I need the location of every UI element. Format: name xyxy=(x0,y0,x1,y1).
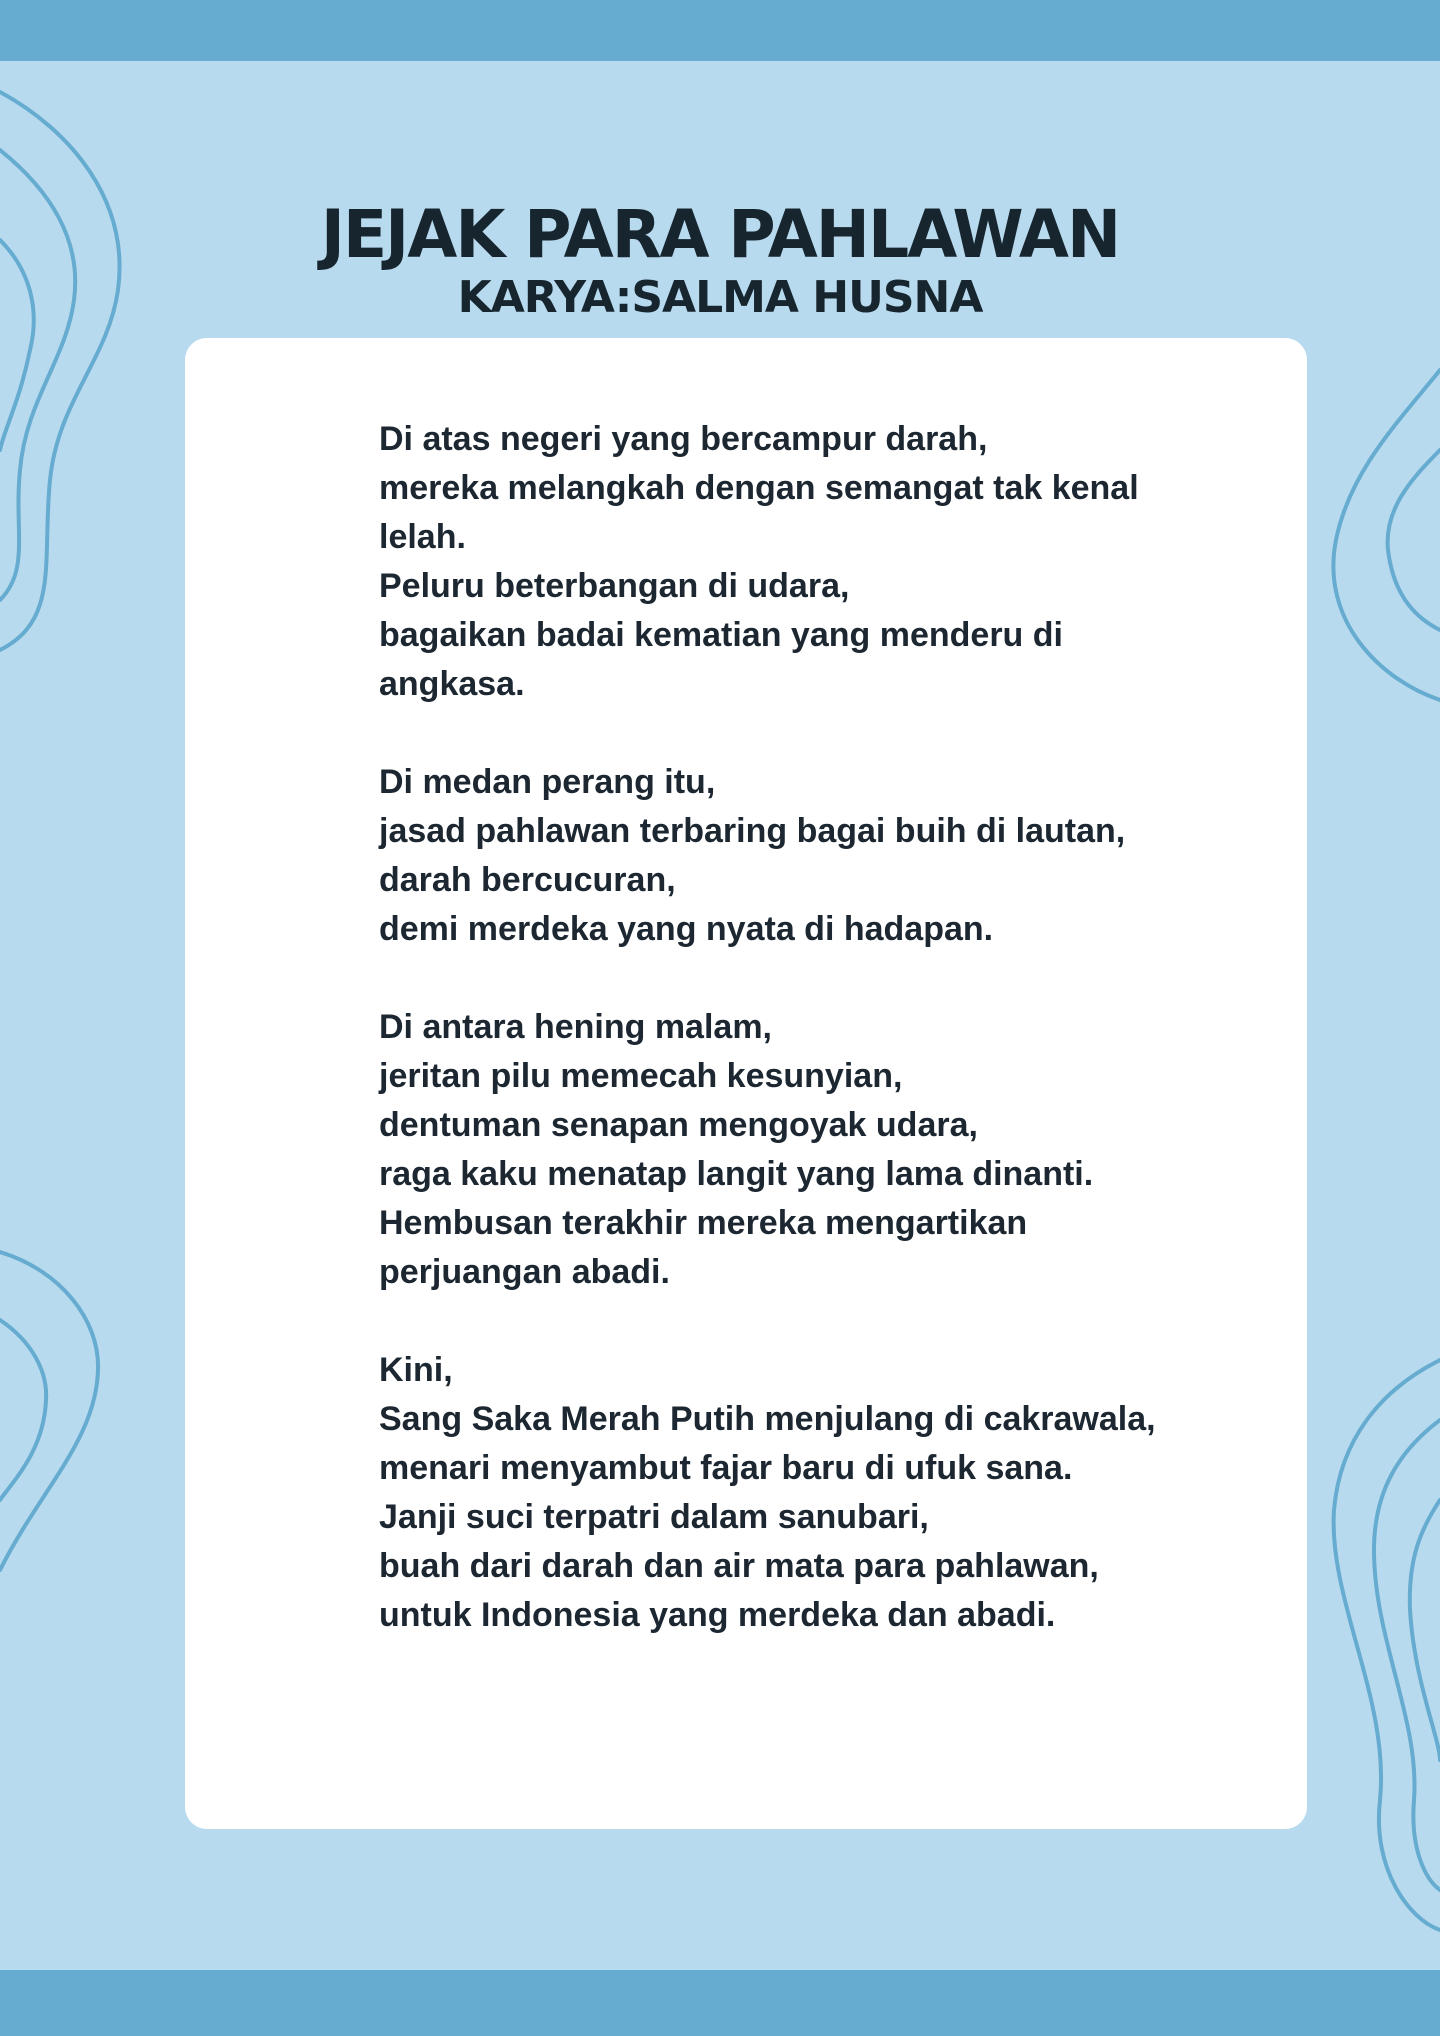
poem-line: raga kaku menatap langit yang lama dinanti. xyxy=(379,1155,1094,1193)
poem-line: untuk Indonesia yang merdeka dan abadi. xyxy=(379,1596,1056,1634)
poem-line: Sang Saka Merah Putih menjulang di cakrawala, xyxy=(379,1400,1156,1438)
poem-line: Peluru beterbangan di udara, xyxy=(379,567,850,605)
poem-line: dentuman senapan mengoyak udara, xyxy=(379,1106,978,1144)
poem-line: Janji suci terpatri dalam sanubari, xyxy=(379,1498,929,1536)
poem-line: Di medan perang itu, xyxy=(379,763,716,801)
poem-line: Kini, xyxy=(379,1351,453,1389)
poem-line: darah bercucuran, xyxy=(379,861,676,899)
stanza xyxy=(379,1003,1199,1297)
poem-line: Di atas negeri yang bercampur darah, xyxy=(379,420,988,458)
poem-line: menari menyambut fajar baru di ufuk sana. xyxy=(379,1449,1073,1487)
poem-title: JEJAK PARA PAHLAWAN xyxy=(320,196,1120,273)
poem-line: buah dari darah dan air mata para pahlawan, xyxy=(379,1547,1099,1585)
poem-line: Hembusan terakhir mereka mengartikan perjuangan abadi. xyxy=(379,1204,1028,1291)
poem-body xyxy=(379,415,1199,1689)
stanza xyxy=(379,1346,1199,1640)
poem-line: Di antara hening malam, xyxy=(379,1008,772,1046)
poem-line: bagaikan badai kematian yang menderu di angkasa. xyxy=(379,616,1063,703)
stanza xyxy=(379,758,1199,954)
poem-line: demi merdeka yang nyata di hadapan. xyxy=(379,910,994,948)
poem-author: KARYA:SALMA HUSNA xyxy=(457,272,983,323)
poem-line: jeritan pilu memecah kesunyian, xyxy=(379,1057,903,1095)
poem-line: mereka melangkah dengan semangat tak kenal lelah. xyxy=(379,469,1139,556)
stanza xyxy=(379,415,1199,709)
poem-line: jasad pahlawan terbaring bagai buih di lautan, xyxy=(379,812,1126,850)
